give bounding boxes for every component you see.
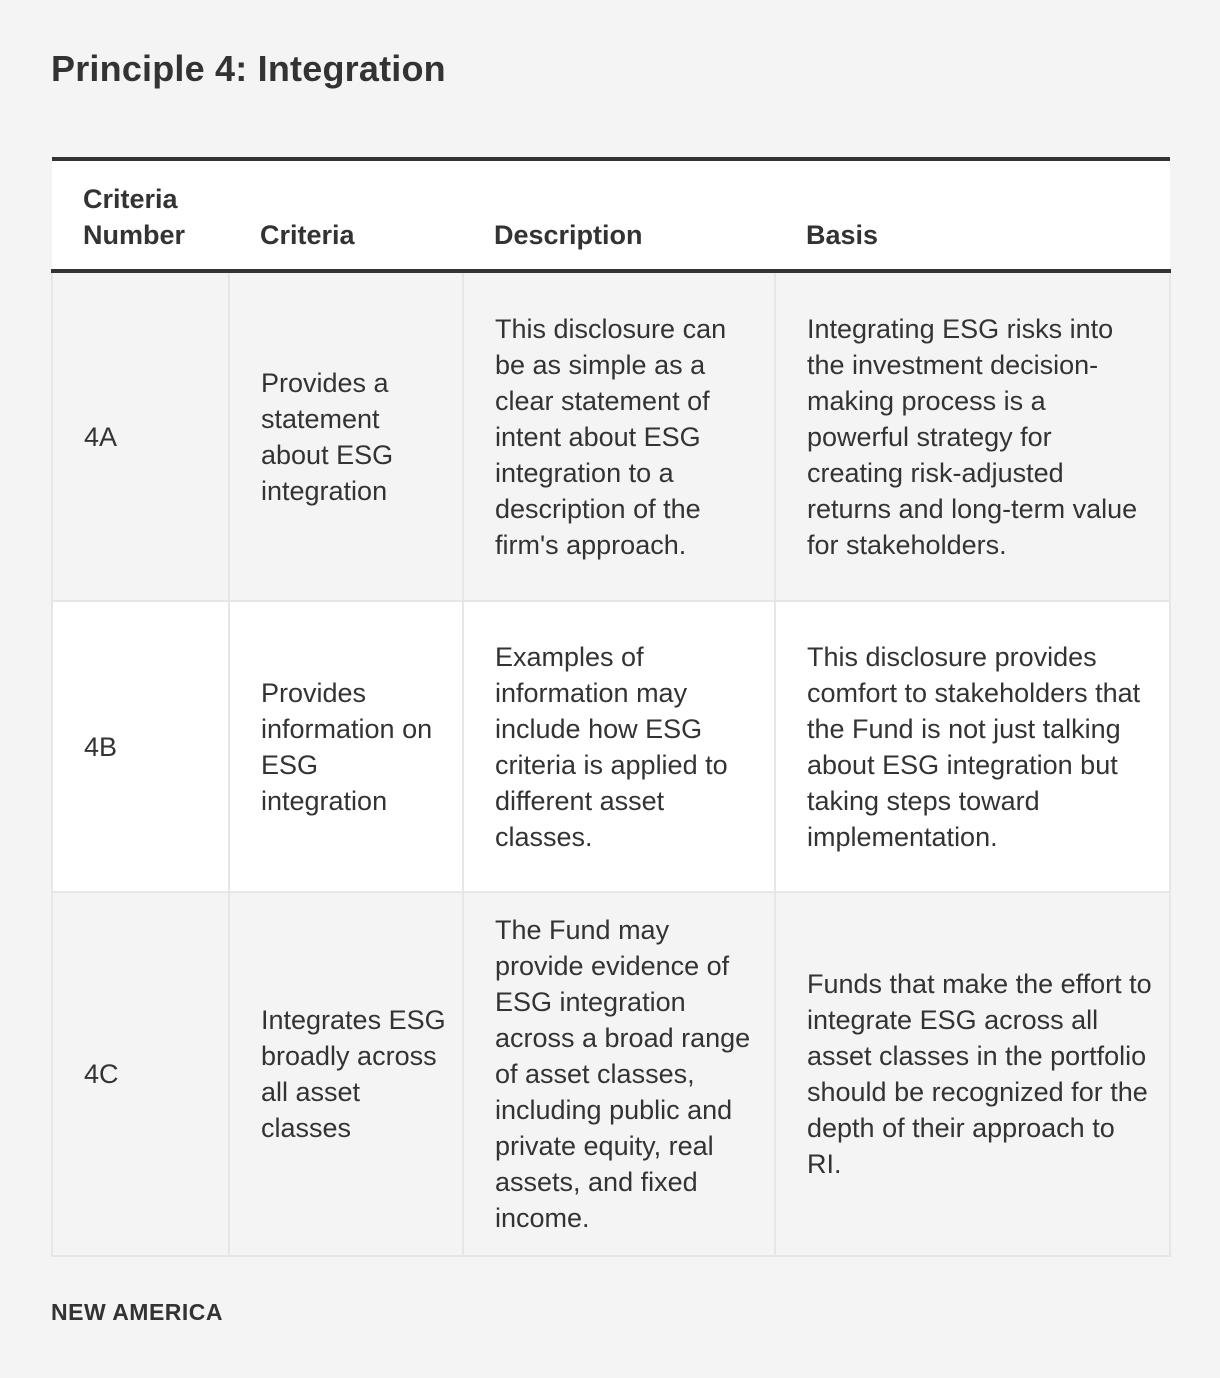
header-criteria-number: Criteria Number [52,159,229,271]
cell-criteria: Provides information on ESG integration [229,601,463,892]
criteria-table [51,157,1171,1257]
cell-number: 4C [52,892,229,1256]
cell-basis: Funds that make the effort to integrate ESG across all asset classes in the portfolio should be recognized for the depth of their approach to RI. [775,892,1170,1256]
table-row [52,601,1170,892]
cell-criteria: Integrates ESG broadly across all asset classes [229,892,463,1256]
cell-description: Examples of information may include how ESG criteria is applied to different asset classes. [463,601,775,892]
cell-description: This disclosure can be as simple as a clear statement of intent about ESG integration to a description of the firm's approach. [463,271,775,601]
cell-basis: Integrating ESG risks into the investment decision-making process is a powerful strategy for creating risk-adjusted returns and long-term value for stakeholders. [775,271,1170,601]
brand-logo-text: NEW AMERICA [51,1299,224,1325]
table-row [52,892,1170,1256]
header-criteria: Criteria [229,159,463,271]
cell-basis: This disclosure provides comfort to stakeholders that the Fund is not just talking about ESG integration but taking steps toward implementation. [775,601,1170,892]
cell-number: 4B [52,601,229,892]
cell-number: 4A [52,271,229,601]
cell-description: The Fund may provide evidence of ESG integration across a broad range of asset classes, including public and private equity, real assets, and fixed income. [463,892,775,1256]
table-header-row [52,159,1170,271]
header-basis: Basis [775,159,1170,271]
table-row [52,271,1170,601]
header-description: Description [463,159,775,271]
page-title: Principle 4: Integration [51,48,446,89]
cell-criteria: Provides a statement about ESG integration [229,271,463,601]
